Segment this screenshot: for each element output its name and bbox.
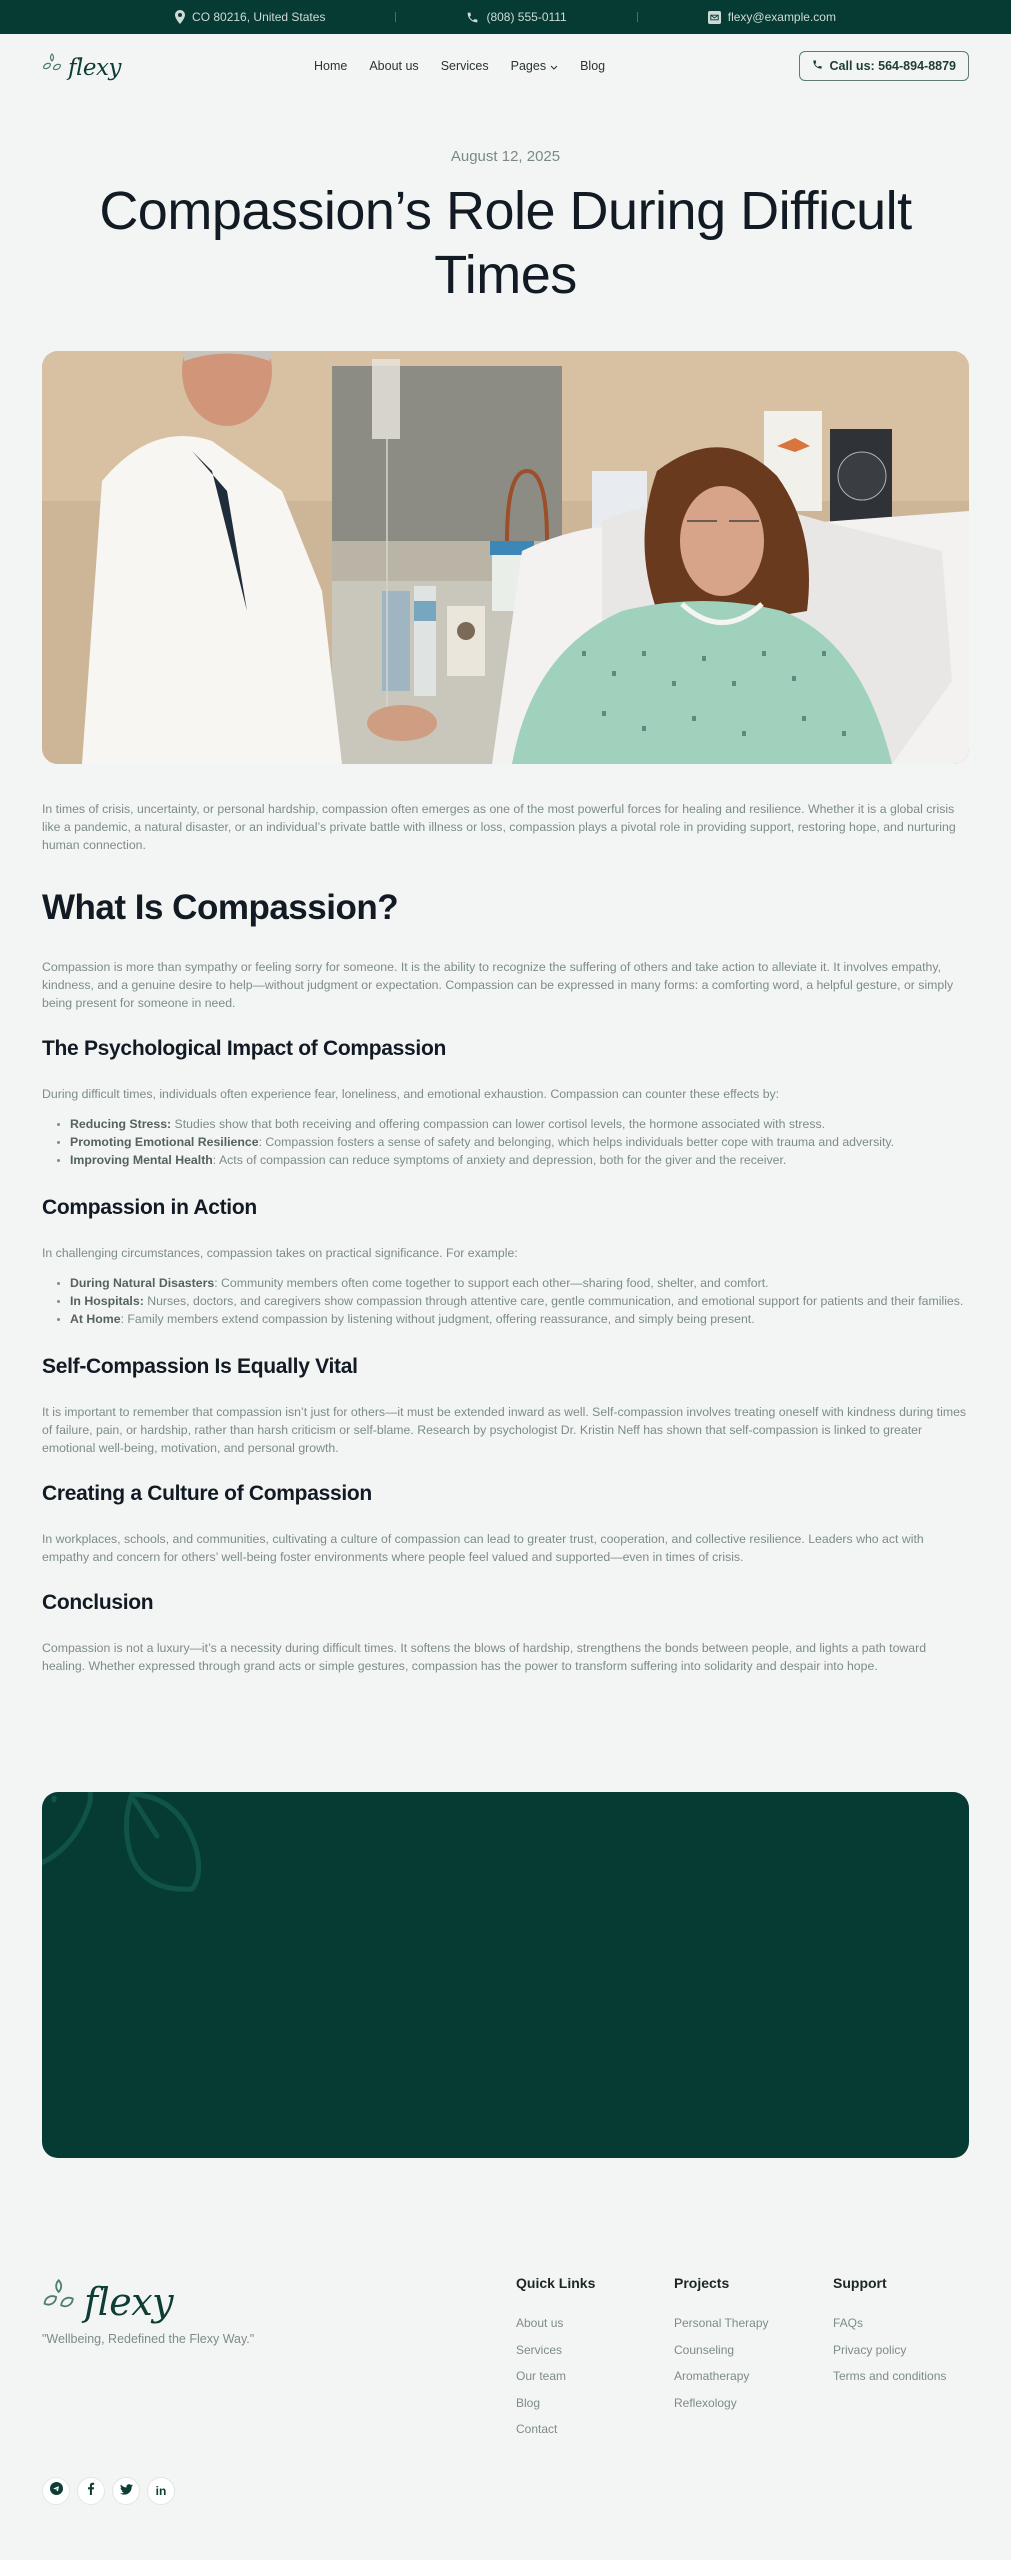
- list-item: [42, 1133, 969, 1151]
- intro-paragraph: In times of crisis, uncertainty, or personal hardship, compassion often emerges as one of the most powerful forces for healing and resilience. Whether it is a global crisis like a pandemic, a natural disaster, or an individual’s private battle with illness or loss, compassion plays a pivotal role in providing support, restoring hope, and nurturing human connection.: [42, 802, 956, 852]
- list-item: [42, 1310, 969, 1328]
- nav-menu: [314, 34, 605, 98]
- psych-lead: During difficult times, individuals often experience fear, loneliness, and emotional exhaustion. Compassion can counter these effects by:: [42, 1087, 780, 1101]
- divider: [637, 12, 638, 22]
- linkedin-button[interactable]: [147, 2477, 175, 2505]
- self-paragraph: It is important to remember that compassion isn’t just for others—it must be extended inward as well. Self-compassion involves treating oneself with kindness during times of failure, pain, or hardship, rather than harsh criticism or self-blame. Research by psychologist Dr. Kristin Neff has shown that self-compassion is linked to greater emotional well-being, motivation, and personal growth.: [42, 1405, 967, 1455]
- phone-icon: [466, 11, 479, 24]
- phone-text: (808) 555-0111: [486, 10, 567, 24]
- section-heading-conclusion: Conclusion: [42, 1591, 154, 1614]
- footer-link[interactable]: Blog: [516, 2395, 541, 2410]
- list-item: [42, 1274, 969, 1292]
- phone-item[interactable]: [466, 10, 566, 24]
- section-heading-what-is: What Is Compassion?: [42, 888, 399, 927]
- cta-banner: [42, 1792, 969, 2158]
- call-us-button[interactable]: [799, 51, 969, 81]
- list-item: [42, 1292, 969, 1310]
- list-item-text: Studies show that both receiving and offering compassion can lower cortisol levels, the hormone associated with stress.: [171, 1117, 826, 1131]
- footer-link[interactable]: Terms and conditions: [833, 2369, 947, 2383]
- footer-column-title: Support: [833, 2275, 887, 2291]
- list-item-title: At Home: [70, 1312, 121, 1326]
- divider: [395, 12, 396, 22]
- twitter-icon: [120, 2482, 133, 2500]
- list-item-title: During Natural Disasters: [70, 1276, 215, 1290]
- facebook-icon: [87, 2482, 95, 2500]
- footer-link[interactable]: Contact: [516, 2422, 558, 2436]
- footer-column-title: Quick Links: [516, 2275, 596, 2291]
- section-heading-culture: Creating a Culture of Compassion: [42, 1482, 372, 1505]
- leaf-logo-icon: [42, 2278, 82, 2321]
- footer-link[interactable]: Services: [516, 2342, 563, 2357]
- footer-column-quick-links: [516, 2270, 595, 2449]
- nav-item-pages[interactable]: [511, 59, 558, 73]
- nav-item-about[interactable]: About us: [369, 59, 419, 73]
- section-heading-action: Compassion in Action: [42, 1196, 257, 1219]
- logo-text: flexy: [68, 54, 121, 81]
- leaf-logo-icon: [42, 53, 66, 80]
- list-item-text: Nurses, doctors, and caregivers show compassion through attentive care, gentle communication, and emotional support for patients and their families.: [143, 1294, 964, 1308]
- nav-item-services[interactable]: Services: [440, 59, 489, 73]
- footer-tagline: "Wellbeing, Redefined the Flexy Way.": [42, 2332, 255, 2346]
- footer-link[interactable]: Privacy policy: [833, 2342, 907, 2357]
- facebook-button[interactable]: [77, 2477, 105, 2505]
- footer-link[interactable]: FAQs: [833, 2316, 864, 2330]
- nav-item-pages-label: Pages: [510, 59, 547, 73]
- list-item-text: : Family members extend compassion by listening without judgment, offering reassurance, and simply being present.: [120, 1312, 755, 1326]
- footer-link[interactable]: Aromatherapy: [674, 2369, 750, 2383]
- page-title: Compassion’s Role During Difficult Times: [99, 181, 912, 305]
- telegram-icon: [50, 2482, 63, 2500]
- list-item-title: Improving Mental Health: [70, 1153, 213, 1167]
- leaf-decoration-icon: [42, 1792, 262, 1922]
- footer-link[interactable]: Reflexology: [674, 2395, 737, 2410]
- email-text: flexy@example.com: [727, 10, 836, 24]
- main-nav: [0, 34, 1011, 98]
- list-item-text: : Compassion fosters a sense of safety and belonging, which helps individuals better cope with trauma and adversity.: [258, 1135, 895, 1149]
- footer-link[interactable]: Our team: [516, 2369, 567, 2383]
- list-item: [42, 1151, 969, 1169]
- social-links: [42, 2477, 175, 2505]
- telegram-button[interactable]: [42, 2477, 70, 2505]
- footer-column-projects: [674, 2270, 769, 2422]
- twitter-button[interactable]: [112, 2477, 140, 2505]
- footer-column-support: [833, 2270, 946, 2396]
- culture-paragraph: In workplaces, schools, and communities, cultivating a culture of compassion can lead to greater trust, cooperation, and collective resilience. Leaders who act with empathy and concern for others’ well-being foster environments where people feel valued and supported—even in times of crisis.: [42, 1532, 924, 1564]
- section-heading-psych: The Psychological Impact of Compassion: [42, 1037, 447, 1060]
- hero-image: [42, 351, 969, 764]
- action-lead: In challenging circumstances, compassion takes on practical significance. For example:: [42, 1246, 518, 1260]
- footer-link[interactable]: Personal Therapy: [674, 2316, 769, 2330]
- footer-link[interactable]: About us: [516, 2316, 564, 2330]
- section-heading-self: Self-Compassion Is Equally Vital: [42, 1355, 358, 1378]
- logo-text: flexy: [84, 2280, 174, 2324]
- list-item-title: In Hospitals:: [70, 1294, 144, 1308]
- location-pin-icon: [175, 10, 185, 24]
- nav-item-home[interactable]: Home: [314, 59, 348, 73]
- footer-column-title: Projects: [674, 2275, 730, 2291]
- chevron-down-icon: [550, 59, 558, 73]
- mail-icon: [708, 11, 721, 24]
- psych-list: [42, 1115, 969, 1169]
- phone-icon: [812, 59, 823, 73]
- conclusion-paragraph: Compassion is not a luxury—it’s a necessity during difficult times. It softens the blows of hardship, strengthens the bonds between people, and lights a path toward healing. Whether expressed through grand acts or simple gestures, compassion has the power to transform suffering into solidarity and despair into hope.: [42, 1641, 927, 1673]
- list-item: [42, 1115, 969, 1133]
- list-item-title: Reducing Stress:: [70, 1117, 172, 1131]
- footer-link[interactable]: Counseling: [674, 2342, 735, 2357]
- list-item-text: : Acts of compassion can reduce symptoms of anxiety and depression, both for the giver and the receiver.: [212, 1153, 787, 1167]
- list-item-title: Promoting Emotional Resilience: [70, 1135, 259, 1149]
- footer-logo[interactable]: [42, 2278, 174, 2324]
- nav-item-blog[interactable]: Blog: [580, 59, 606, 73]
- address-item: [175, 10, 325, 24]
- action-list: [42, 1274, 969, 1328]
- list-item-text: : Community members often come together to support each other—sharing food, shelter, and comfort.: [214, 1276, 769, 1290]
- post-date: August 12, 2025: [450, 148, 561, 165]
- top-info-bar: [0, 0, 1011, 34]
- address-text: CO 80216, United States: [192, 10, 326, 24]
- logo[interactable]: [42, 53, 121, 80]
- call-us-label: Call us: 564-894-8879: [829, 59, 956, 73]
- what-is-paragraph: Compassion is more than sympathy or feeling sorry for someone. It is the ability to recognize the suffering of others and take action to alleviate it. It involves empathy, kindness, and a genuine desire to help—without judgment or expectation. Compassion can be expressed in many forms: a comforting word, a helpful gesture, or simply being present for someone in need.: [42, 960, 954, 1010]
- email-item[interactable]: [708, 10, 836, 24]
- linkedin-icon: in: [155, 2484, 167, 2498]
- article-body: [42, 800, 969, 1675]
